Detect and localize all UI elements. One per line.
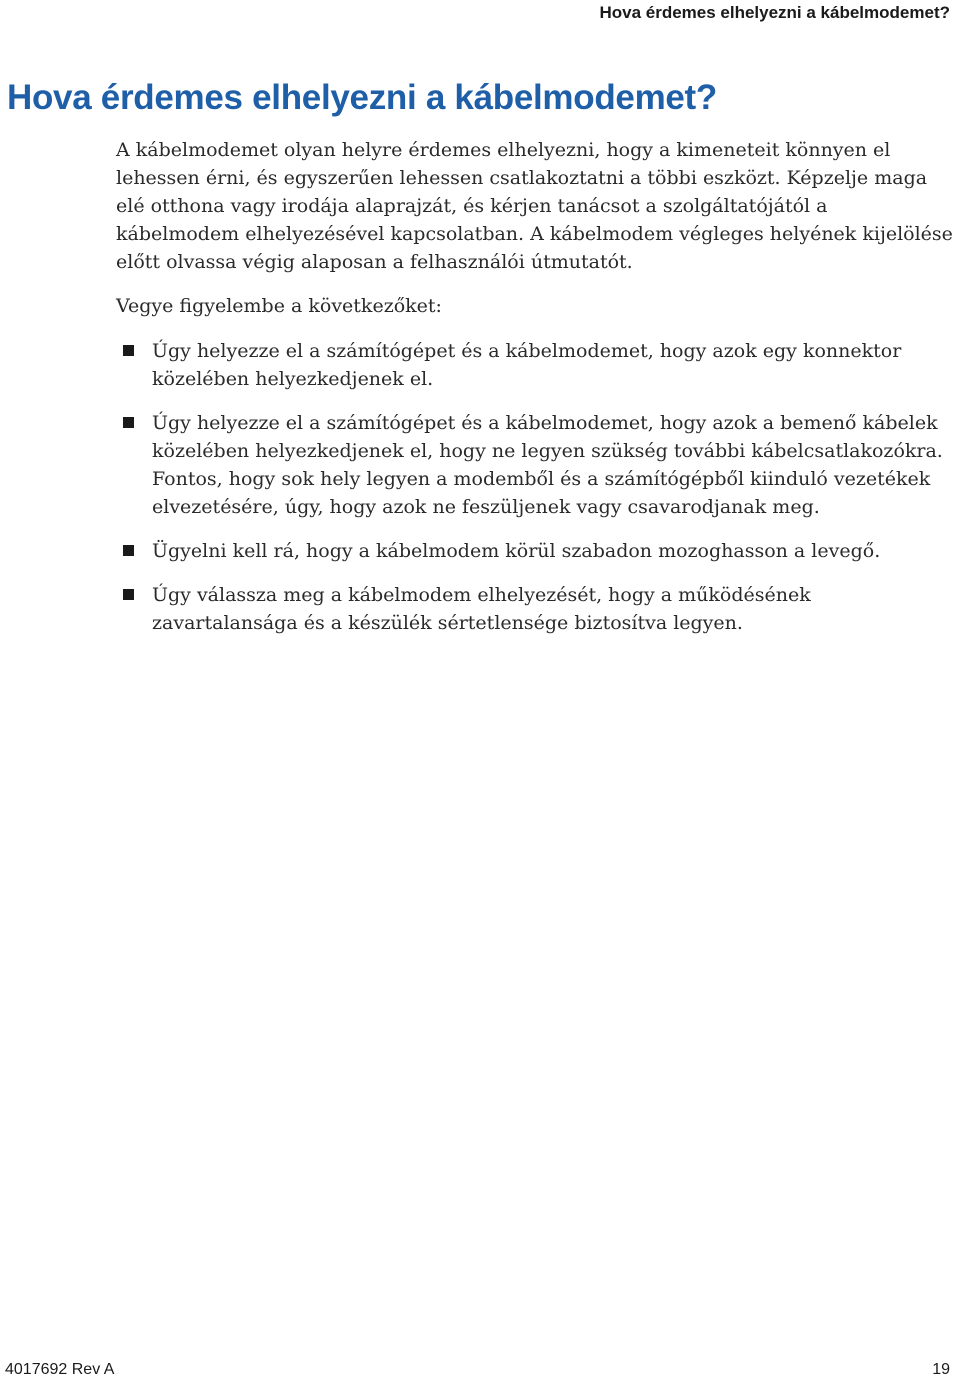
running-header: Hova érdemes elhelyezni a kábelmodemet?: [599, 3, 950, 22]
footer-page-number: 19: [932, 1361, 950, 1378]
bullet-list: [116, 337, 956, 637]
square-bullet-icon: [123, 545, 134, 556]
square-bullet-icon: [123, 589, 134, 600]
square-bullet-icon: [123, 417, 134, 428]
square-bullet-icon: [123, 345, 134, 356]
list-item: [116, 337, 956, 393]
page-title: Hova érdemes elhelyezni a kábelmodemet?: [7, 78, 717, 117]
document-body: [116, 136, 956, 653]
list-item: [116, 537, 956, 565]
list-item: [116, 581, 956, 637]
list-item: [116, 409, 956, 521]
list-item-text: Úgy helyezze el a számítógépet és a kábelmodemet, hogy azok a bemenő kábelek közelében helyezkedjenek el, hogy ne legyen szükség további kábelcsatlakozókra. Fontos, hogy sok hely legyen a modemből és a számítógépből kiinduló vezetékek elvezetésére, úgy, hogy azok ne feszüljenek vagy csavarodjanak meg.: [152, 412, 943, 518]
lead-paragraph: Vegye figyelembe a következőket:: [116, 295, 442, 317]
footer-doc-id: 4017692 Rev A: [5, 1361, 115, 1378]
intro-paragraph: A kábelmodemet olyan helyre érdemes elhelyezni, hogy a kimeneteit könnyen el lehessen érni, és egyszerűen lehessen csatlakoztatni a többi eszközt. Képzelje maga elé otthona vagy irodája alaprajzát, és kérjen tanácsot a szolgáltatójától a kábelmodem elhelyezésével kapcsolatban. A kábelmodem végleges helyének kijelölése előtt olvassa végig alaposan a felhasználói útmutatót.: [116, 139, 953, 273]
list-item-text: Úgy válassza meg a kábelmodem elhelyezését, hogy a működésének zavartalansága és a készülék sértetlensége biztosítva legyen.: [152, 584, 811, 634]
list-item-text: Úgy helyezze el a számítógépet és a kábelmodemet, hogy azok egy konnektor közelében helyezkedjenek el.: [152, 340, 902, 390]
list-item-text: Ügyelni kell rá, hogy a kábelmodem körül szabadon mozoghasson a levegő.: [152, 540, 881, 562]
